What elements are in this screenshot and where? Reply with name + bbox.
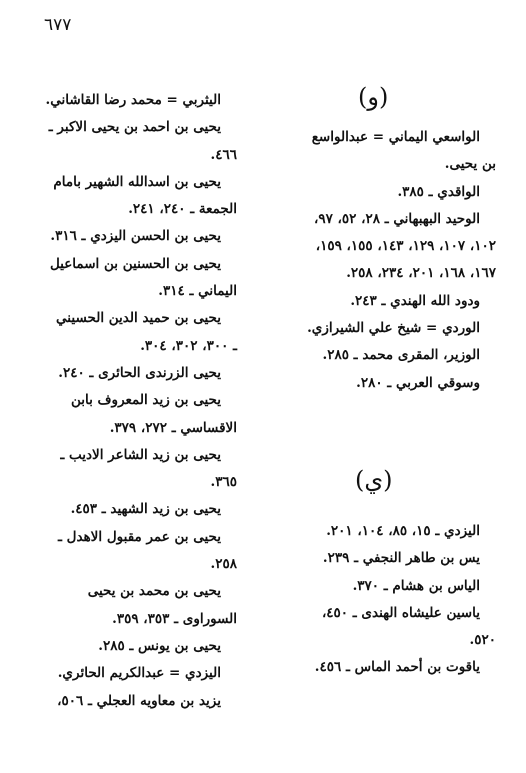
index-entry-line: يحيى بن الحسن اليزدي ـ ٣١٦. [50, 228, 221, 245]
index-entry-line: ياسين عليشاه الهندى ـ ٤٥٠، [321, 604, 480, 621]
index-entry-line: الياس بن هشام ـ ٣٧٠. [352, 577, 480, 594]
index-entry-line: يحيى بن زيد الشاعر الاديب ـ [60, 446, 221, 463]
section-heading-waw: (و) [358, 83, 389, 111]
page-number: ٦٧٧ [44, 15, 72, 35]
index-entry-line: يحيى بن اسدالله الشهير بامام [53, 173, 221, 190]
index-entry-line: الوحيد البهبهاني ـ ٢٨، ٥٢، ٩٧، [313, 210, 480, 227]
index-entry-line: يحيى بن زيد المعروف بابن [70, 392, 221, 409]
index-entry-line: الوردي = شيخ علي الشيرازي. [307, 320, 480, 337]
index-entry-line: اليماني ـ ٣١٤. [158, 283, 237, 300]
index-entry-line: الاقساسي ـ ٢٧٢، ٣٧٩. [109, 419, 237, 436]
index-entry-line: ٥٢٠. [469, 632, 496, 649]
index-entry-line: ـ ٣٠٠، ٣٠٢، ٣٠٤. [140, 337, 237, 354]
index-entry-line: اليثربي = محمد رضا القاشاني. [45, 92, 221, 108]
index-entry-line: ١٠٢، ١٠٧، ١٢٩، ١٤٣، ١٥٥، ١٥٩، [315, 238, 496, 255]
index-entry-line: يحيى بن محمد بن يحيى [87, 583, 221, 600]
index-entry-line: الوزير، المقرى محمد ـ ٢٨٥. [322, 347, 480, 364]
index-entry-line: يحيى بن عمر مقبول الاهدل ـ [58, 528, 221, 545]
index-entry-line: الواسعي اليماني = عبدالواسع [311, 129, 480, 145]
index-entry-line: ياقوت بن أحمد الماس ـ ٤٥٦. [314, 659, 480, 676]
index-entry-line: يحيى بن حميد الدين الحسيني [56, 310, 221, 327]
index-column-right [268, 124, 496, 397]
index-entry-line: السوراوى ـ ٣٥٣، ٣٥٩. [112, 610, 237, 627]
index-column-right-ya [268, 518, 496, 682]
ya-entries [268, 518, 496, 682]
index-entry-line: يحيى بن الحسنين بن اسماعيل [49, 255, 221, 272]
waw-entries [268, 124, 496, 397]
index-entry-line: يحيى الزرندى الحائرى ـ ٢٤٠. [58, 364, 221, 381]
index-entry-line: ٤٦٦. [210, 146, 237, 163]
index-entry-line: بن يحيى. [444, 156, 496, 173]
index-entry-line: الجمعة ـ ٢٤٠، ٢٤١. [128, 201, 237, 218]
index-entry-line: ١٦٧، ١٦٨، ٢٠١، ٢٣٤، ٢٥٨. [346, 265, 496, 282]
index-entry-line: يس بن طاهر النجفي ـ ٢٣٩. [322, 550, 480, 567]
index-entry-line: الواقدي ـ ٣٨٥. [397, 183, 480, 200]
index-entry-line: ٢٥٨. [210, 556, 237, 573]
index-entry-line: يحيى بن زيد الشهيد ـ ٤٥٣. [70, 501, 221, 518]
index-entry-line: يحيى بن يونس ـ ٢٨٥. [98, 637, 221, 654]
section-heading-ya: (ي) [355, 466, 393, 494]
index-entry-line: وسوقي العربي ـ ٢٨٠. [356, 374, 480, 391]
index-entry-line: ٣٦٥. [210, 474, 237, 491]
left-entries [17, 87, 237, 715]
index-entry-line: يزيد بن معاويه العجلي ـ ٥٠٦، [57, 692, 221, 709]
index-entry-line: ودود الله الهندي ـ ٢٤٣. [350, 292, 480, 309]
index-column-left [17, 87, 237, 715]
index-entry-line: يحيى بن احمد بن يحيى الاكبر ـ [48, 119, 221, 136]
index-entry-line: اليزدي ـ ١٥، ٨٥، ١٠٤، ٢٠١. [326, 523, 480, 539]
index-entry-line: اليزدي = عبدالكريم الحائري. [57, 665, 221, 682]
